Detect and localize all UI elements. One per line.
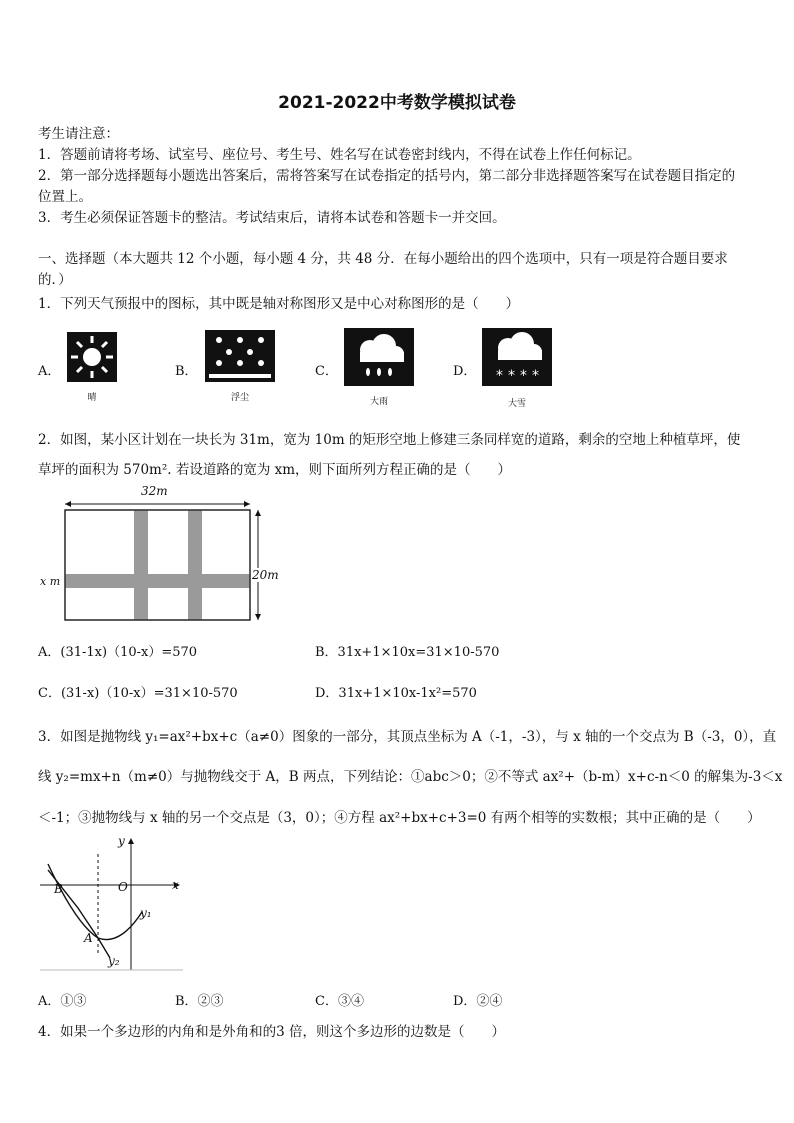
notice-heading: 考生请注意： xyxy=(38,126,119,142)
q2-option-d[interactable]: D．31x+1×10x-1x²=570 xyxy=(315,686,477,701)
q1-option-c-label[interactable]: C． xyxy=(315,364,338,379)
q1-caption: 晴 xyxy=(87,393,97,403)
q3-point-a-label: A xyxy=(84,931,93,945)
q2-option-b[interactable]: B．31x+1×10x=31×10-570 xyxy=(315,645,500,660)
q3-x-axis-label: x xyxy=(172,878,179,892)
q1-caption: 浮尘 xyxy=(230,393,249,403)
q3-origin-label: O xyxy=(118,880,128,894)
notice-item: 2．第一部分选择题每小题选出答案后，需将答案写在试卷指定的括号内，第二部分非选择题答案写在试卷题目指定的 xyxy=(38,168,736,184)
svg-text:*: * xyxy=(496,368,503,384)
svg-text:*: * xyxy=(520,368,527,384)
q2-option-a[interactable]: A．(31-1x)（10-x）=570 xyxy=(38,645,198,660)
q3-curve-y1-label: y₁ xyxy=(140,906,152,920)
q3-y-axis-label: y xyxy=(118,834,125,848)
question-2-stem-cont: 草坪的面积为 570m². 若设道路的宽为 xm，则下面所列方程正确的是（ ） xyxy=(38,462,512,478)
q1-caption: 大雪 xyxy=(507,399,526,409)
q2-figure xyxy=(38,482,278,632)
q3-option-c[interactable]: C．③④ xyxy=(315,994,364,1009)
q2-width-label: 32m xyxy=(141,484,168,498)
notice-item: 1．答题前请将考场、试室号、座位号、考生号、姓名写在试卷密封线内，不得在试卷上作任何标记。 xyxy=(38,147,641,163)
notice-item: 3．考生必须保证答题卡的整洁。考试结束后，请将本试卷和答题卡一并交回。 xyxy=(38,210,506,226)
q3-line-y2-label: y₂ xyxy=(108,954,120,968)
q2-option-c[interactable]: C．(31-x)（10-x）=31×10-570 xyxy=(38,686,238,701)
notice-item: 位置上。 xyxy=(38,189,92,205)
svg-text:*: * xyxy=(508,368,515,384)
page-title: 2021-2022中考数学模拟试卷 xyxy=(278,93,516,113)
section-heading: 一、选择题（本大题共 12 个小题，每小题 4 分，共 48 分．在每小题给出的四个选项中，只有一项是符合题目要求 xyxy=(38,251,728,267)
heavy-snow-icon xyxy=(482,328,552,386)
q1-option-a-label[interactable]: A． xyxy=(38,364,61,379)
q1-caption: 大雨 xyxy=(369,397,388,407)
question-4-stem: 4．如果一个多边形的内角和是外角和的3 倍，则这个多边形的边数是（ ） xyxy=(38,1024,505,1040)
q3-figure xyxy=(38,834,188,974)
q3-option-a[interactable]: A．①③ xyxy=(38,994,87,1009)
q2-height-label: 20m xyxy=(252,568,279,582)
question-3-stem: 3．如图是抛物线 y₁=ax²+bx+c（a≠0）图象的一部分，其顶点坐标为 A（-1，-3），与 x 轴的一个交点为 B（-3，0），直 xyxy=(38,729,777,745)
q1-option-b-label[interactable]: B． xyxy=(175,364,198,379)
heavy-rain-icon xyxy=(344,328,414,386)
q3-option-d[interactable]: D．②④ xyxy=(453,994,503,1009)
section-heading-cont: 的．） xyxy=(38,272,72,288)
question-3-stem-cont: ＜-1；③抛物线与 x 轴的另一个交点是（3，0）；④方程 ax²+bx+c+3=0 有两个相等的实数根；其中正确的是（ ） xyxy=(38,810,761,826)
sun-icon xyxy=(67,332,117,382)
q3-option-b[interactable]: B．②③ xyxy=(175,994,224,1009)
dust-icon xyxy=(205,330,275,382)
q3-point-b-label: B xyxy=(54,882,63,896)
q2-road-label: x m xyxy=(40,575,61,588)
question-2-stem: 2．如图，某小区计划在一块长为 31m，宽为 10m 的矩形空地上修建三条同样宽的道路，剩余的空地上种植草坪，使 xyxy=(38,432,741,448)
q1-option-d-label[interactable]: D． xyxy=(453,364,477,379)
question-1-stem: 1．下列天气预报中的图标，其中既是轴对称图形又是中心对称图形的是（ ） xyxy=(38,296,520,312)
svg-text:*: * xyxy=(532,368,539,384)
question-3-stem-cont: 线 y₂=mx+n（m≠0）与抛物线交于 A，B 两点，下列结论：①abc＞0；②不等式 ax²+（b-m）x+c-n＜0 的解集为-3＜x xyxy=(38,769,783,785)
